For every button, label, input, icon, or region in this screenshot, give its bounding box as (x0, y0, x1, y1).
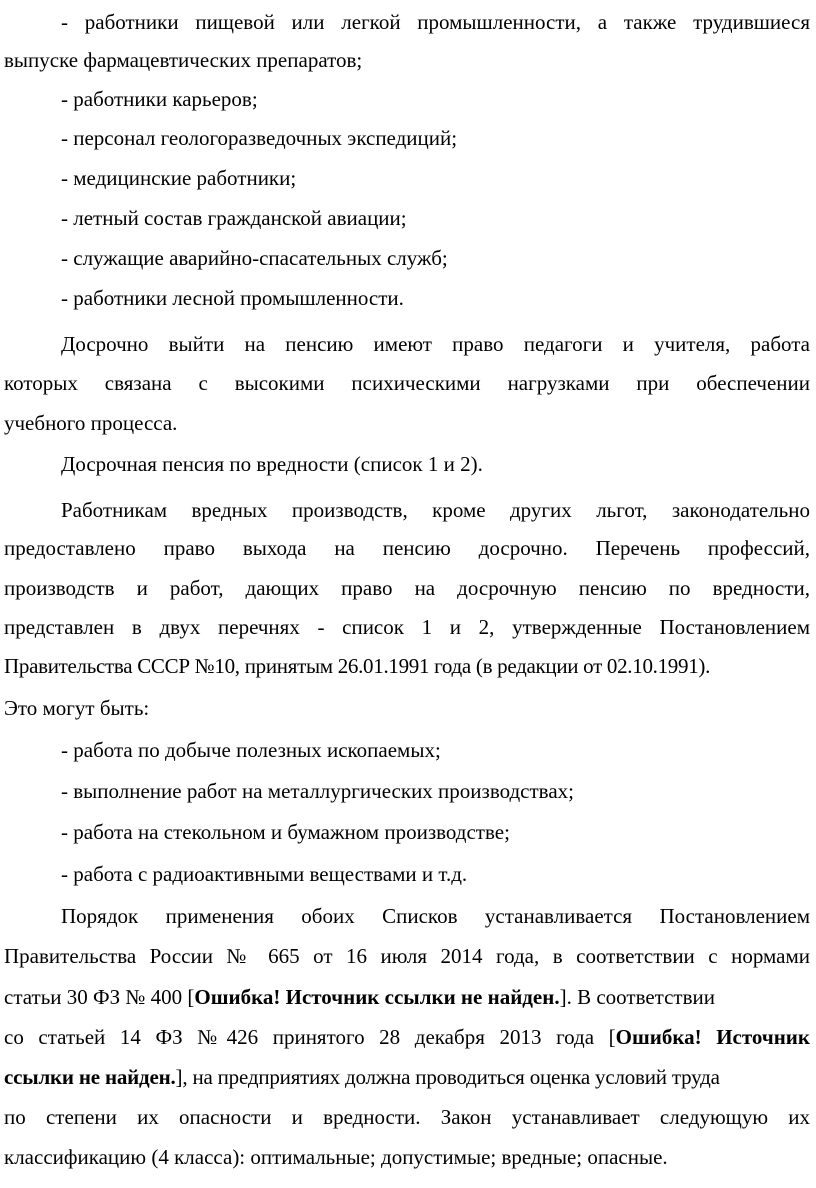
text-line: - летный состав гражданской авиации; (61, 206, 407, 230)
text-line: - медицинские работники; (61, 166, 297, 190)
text-line: Работникам вредных производств, кроме других льгот, законодательно (61, 498, 810, 522)
text-line: - работа с радиоактивными веществами и т.д. (61, 862, 468, 886)
reference-error: Ошибка! Источник (615, 1025, 810, 1049)
text-line: классификацию (4 класса): оптимальные; допустимые; вредные; опасные. (4, 1145, 668, 1169)
text-line: - служащие аварийно-спасательных служб; (61, 246, 448, 270)
text-segment: ]. В соответствии (559, 985, 716, 1009)
text-line: Правительства России № 665 от 16 июля 2014 года, в соответствии с нормами (4, 944, 810, 968)
text-line: Досрочная пенсия по вредности (список 1 и 2). (61, 452, 483, 476)
text-line: выпуске фармацевтических препаратов; (4, 48, 363, 72)
text-line: - персонал геологоразведочных экспедиций; (61, 126, 458, 150)
text-line: Досрочно выйти на пенсию имеют право педагоги и учителя, работа (61, 332, 810, 356)
text-line: Это могут быть: (4, 696, 150, 720)
text-segment: статьи 30 ФЗ № 400 [ (4, 985, 195, 1009)
text-line: - работники карьеров; (61, 87, 258, 111)
text-line-with-error (4, 1057, 810, 1097)
text-segment: со статьей 14 ФЗ №426 принятого 28 декабря 2013 года [ (4, 1025, 616, 1049)
text-line-with-error (4, 977, 810, 1017)
text-line: - работники лесной промышленности. (61, 286, 404, 310)
text-line: - работа по добыче полезных ископаемых; (61, 738, 441, 762)
text-line: производств и работ, дающих право на досрочную пенсию по вредности, (4, 576, 810, 600)
text-line: по степени их опасности и вредности. Закон устанавливает следующую их (4, 1105, 810, 1129)
text-line: представлен в двух перечнях - список 1 и 2, утвержденные Постановлением (4, 615, 810, 639)
text-line-with-error (4, 1017, 810, 1057)
text-line: - работники пищевой или легкой промышленности, а также трудившиеся (61, 10, 810, 34)
text-segment: ], на предприятиях должна проводиться оценка условий труда (175, 1065, 720, 1089)
reference-error: ссылки не найден. (4, 1065, 176, 1089)
text-line: учебного процесса. (4, 411, 178, 435)
text-line: - работа на стекольном и бумажном производстве; (61, 820, 510, 844)
text-line: которых связана с высокими психическими нагрузками при обеспечении (4, 371, 810, 395)
text-line: - выполнение работ на металлургических производствах; (61, 779, 574, 803)
text-line: Правительства СССР №10, принятым 26.01.1991 года (в редакции от 02.10.1991). (4, 654, 711, 678)
text-line: предоставлено право выхода на пенсию досрочно. Перечень профессий, (4, 536, 810, 560)
text-line: Порядок применения обоих Списков устанавливается Постановлением (61, 904, 810, 928)
reference-error: Ошибка! Источник ссылки не найден. (194, 985, 560, 1009)
